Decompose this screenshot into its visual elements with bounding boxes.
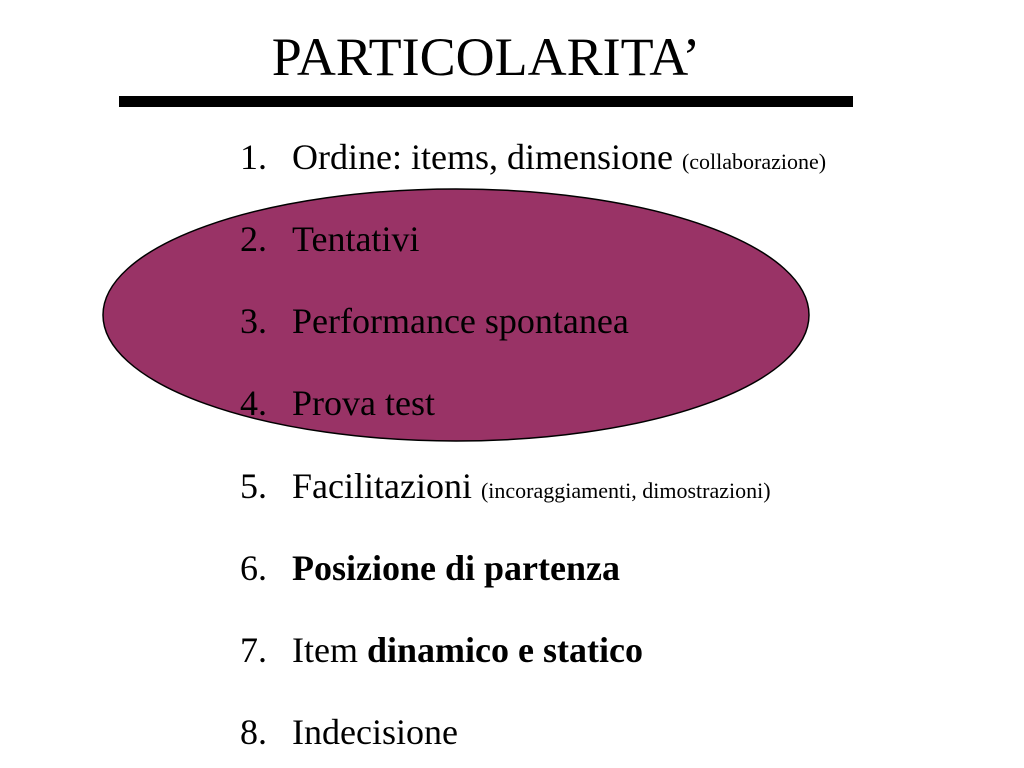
list-item-text: Indecisione xyxy=(292,712,458,752)
list-item-number: 6. xyxy=(240,548,267,588)
list-item-number: 3. xyxy=(240,301,267,341)
list-item-note: (incoraggiamenti, dimostrazioni) xyxy=(480,478,771,503)
list-item-number: 5. xyxy=(240,466,267,506)
slide-title: PARTICOLARITA’ xyxy=(271,27,701,87)
list-item-number: 7. xyxy=(240,630,267,670)
list-item-text: Tentativi xyxy=(292,219,420,259)
list-item-note: (collaborazione) xyxy=(681,149,827,174)
list-item-number: 2. xyxy=(240,219,267,259)
list-item xyxy=(240,460,771,512)
list-item-number: 4. xyxy=(240,383,267,423)
list-item-bold-text: dinamico e statico xyxy=(366,630,643,670)
list-item xyxy=(240,295,629,347)
list-item xyxy=(240,131,826,183)
list-item-text: Item xyxy=(292,630,367,670)
list-item-bold-text: Posizione di partenza xyxy=(292,548,620,588)
list-item-number: 1. xyxy=(240,137,267,177)
list-item-text: Facilitazioni xyxy=(292,466,481,506)
list-item xyxy=(240,542,620,594)
list-item xyxy=(240,706,458,758)
list-item xyxy=(240,624,643,676)
list-item xyxy=(240,377,435,429)
list-item-text: Prova test xyxy=(292,383,435,423)
list-item-number: 8. xyxy=(240,712,267,752)
list-item-text: Ordine: items, dimensione xyxy=(292,137,682,177)
list-item xyxy=(240,213,419,265)
list-item-text: Performance spontanea xyxy=(292,301,629,341)
